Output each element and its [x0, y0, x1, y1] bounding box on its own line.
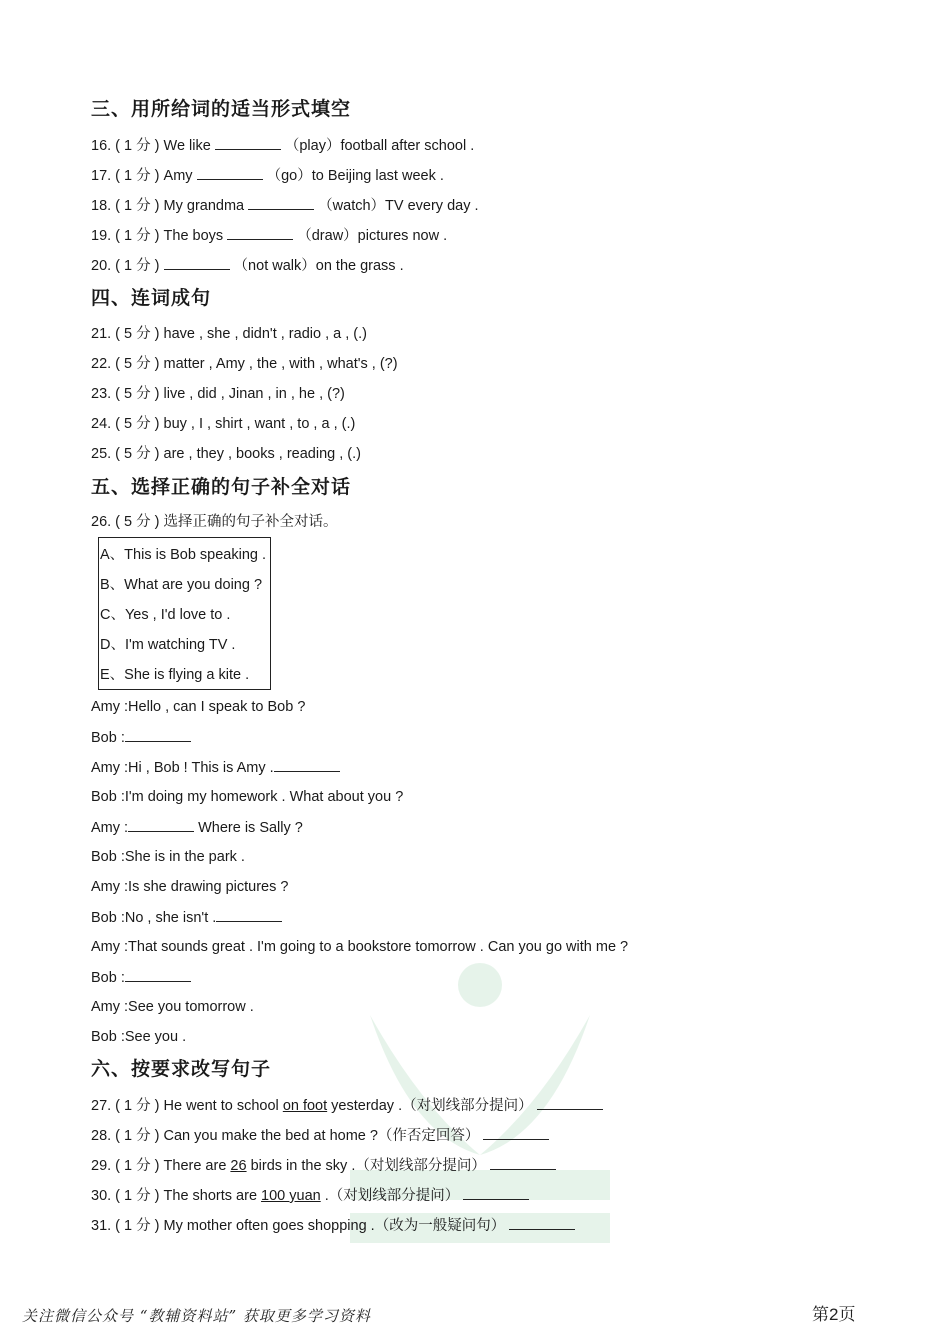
section-3-title: 三、用所给词的适当形式填空: [91, 98, 352, 120]
question-text: 31. ( 1 分 ) My mother often goes shopping .（改为一般疑问句）: [91, 1218, 506, 1234]
answer-blank[interactable]: [125, 968, 191, 982]
dialogue-text: Amy :Hello , can I speak to Bob ?: [91, 699, 306, 715]
question-text: 20. ( 1 分 ): [91, 258, 164, 274]
dialogue-line: [91, 848, 245, 866]
question-16: [91, 136, 474, 155]
answer-blank[interactable]: [274, 758, 340, 772]
dialogue-text: Amy :That sounds great . I'm going to a bookstore tomorrow . Can you go with me ?: [91, 939, 629, 955]
answer-blank[interactable]: [216, 908, 282, 922]
dialogue-line: [91, 698, 305, 716]
dialogue-line: [91, 788, 403, 806]
option-item: A、This is Bob speaking .: [100, 547, 267, 563]
question-text: birds in the sky .（对划线部分提问）: [246, 1158, 486, 1174]
dialogue-line: [91, 968, 191, 987]
dialogue-line: [91, 908, 282, 927]
answer-blank[interactable]: [463, 1186, 529, 1200]
dialogue-line: [91, 758, 340, 777]
option-item: D、I'm watching TV .: [100, 637, 236, 653]
footer-note: 关注微信公众号 “教辅资料站” 获取更多学习资料: [22, 1307, 371, 1325]
question-29: [91, 1156, 556, 1175]
question-25: 25. ( 5 分 ) are , they , books , reading , (.): [91, 446, 361, 462]
underlined-phrase: on foot: [282, 1098, 328, 1114]
underlined-phrase: 100 yuan: [261, 1188, 321, 1204]
answer-blank[interactable]: [197, 166, 263, 180]
underlined-phrase: 26: [230, 1158, 247, 1174]
answer-blank[interactable]: [227, 226, 293, 240]
dialogue-text: Amy :Hi , Bob ! This is Amy .: [91, 760, 274, 776]
page-number: 第2页: [812, 1305, 856, 1324]
dialogue-line: [91, 1028, 186, 1046]
question-19: [91, 226, 447, 245]
question-24: 24. ( 5 分 ) buy , I , shirt , want , to , a , (.): [91, 416, 356, 432]
dialogue-text: Amy :Is she drawing pictures ?: [91, 879, 289, 895]
question-27: [91, 1096, 603, 1115]
question-17: [91, 166, 444, 185]
dialogue-text: Bob :: [91, 730, 125, 746]
dialogue-text: Amy :See you tomorrow .: [91, 999, 254, 1015]
dialogue-text: Bob :I'm doing my homework . What about you ?: [91, 789, 404, 805]
question-text: 30. ( 1 分 ) The shorts are: [91, 1188, 262, 1204]
dialogue-text: Bob :: [91, 970, 125, 986]
dialogue-line: [91, 998, 254, 1016]
question-text: 29. ( 1 分 ) There are: [91, 1158, 231, 1174]
answer-blank[interactable]: [248, 196, 314, 210]
question-text: yesterday .（对划线部分提问）: [327, 1098, 533, 1114]
question-text: （play）football after school .: [280, 138, 475, 154]
dialogue-line: [91, 728, 191, 747]
answer-blank[interactable]: [483, 1126, 549, 1140]
dialogue-text: Where is Sally ?: [194, 820, 303, 836]
question-text: .（对划线部分提问）: [320, 1188, 460, 1204]
answer-blank[interactable]: [509, 1216, 575, 1230]
answer-blank[interactable]: [125, 728, 191, 742]
dialogue-line: [91, 818, 303, 837]
dialogue-text: Amy :: [91, 820, 129, 836]
question-18: [91, 196, 479, 215]
dialogue-line: [91, 878, 288, 896]
question-20: [91, 256, 404, 275]
question-text: 19. ( 1 分 ) The boys: [91, 228, 228, 244]
answer-blank[interactable]: [215, 136, 281, 150]
question-text: 16. ( 1 分 ) We like: [91, 138, 215, 154]
dialogue-text: Bob :See you .: [91, 1029, 187, 1045]
section-5-title: 五、选择正确的句子补全对话: [91, 476, 352, 498]
answer-blank[interactable]: [537, 1096, 603, 1110]
question-31: [91, 1216, 575, 1235]
question-26: 26. ( 5 分 ) 选择正确的句子补全对话。: [91, 514, 338, 530]
answer-blank[interactable]: [128, 818, 194, 832]
question-text: 17. ( 1 分 ) Amy: [91, 168, 197, 184]
dialogue-text: Bob :She is in the park .: [91, 849, 245, 865]
question-text: 28. ( 1 分 ) Can you make the bed at home ?（作否定回答）: [91, 1128, 480, 1144]
section-4-title: 四、连词成句: [91, 287, 212, 309]
dialogue-text: Bob :No , she isn't .: [91, 910, 217, 926]
dialogue-line: [91, 938, 628, 956]
question-23: 23. ( 5 分 ) live , did , Jinan , in , he , (?): [91, 386, 345, 402]
question-text: （watch）TV every day .: [314, 198, 479, 214]
question-text: （go）to Beijing last week .: [262, 168, 444, 184]
option-item: B、What are you doing ?: [100, 577, 263, 593]
question-28: [91, 1126, 549, 1145]
question-22: 22. ( 5 分 ) matter , Amy , the , with , what's , (?): [91, 356, 398, 372]
answer-blank[interactable]: [490, 1156, 556, 1170]
question-30: [91, 1186, 529, 1205]
question-text: 18. ( 1 分 ) My grandma: [91, 198, 249, 214]
question-text: 27. ( 1 分 ) He went to school: [91, 1098, 283, 1114]
answer-blank[interactable]: [164, 256, 230, 270]
question-21: 21. ( 5 分 ) have , she , didn't , radio , a , (.): [91, 326, 367, 342]
section-6-title: 六、按要求改写句子: [91, 1058, 272, 1080]
option-item: C、Yes , I'd love to .: [100, 607, 231, 623]
option-item: E、She is flying a kite .: [100, 667, 250, 683]
question-text: （not walk）on the grass .: [229, 258, 404, 274]
question-text: （draw）pictures now .: [293, 228, 448, 244]
